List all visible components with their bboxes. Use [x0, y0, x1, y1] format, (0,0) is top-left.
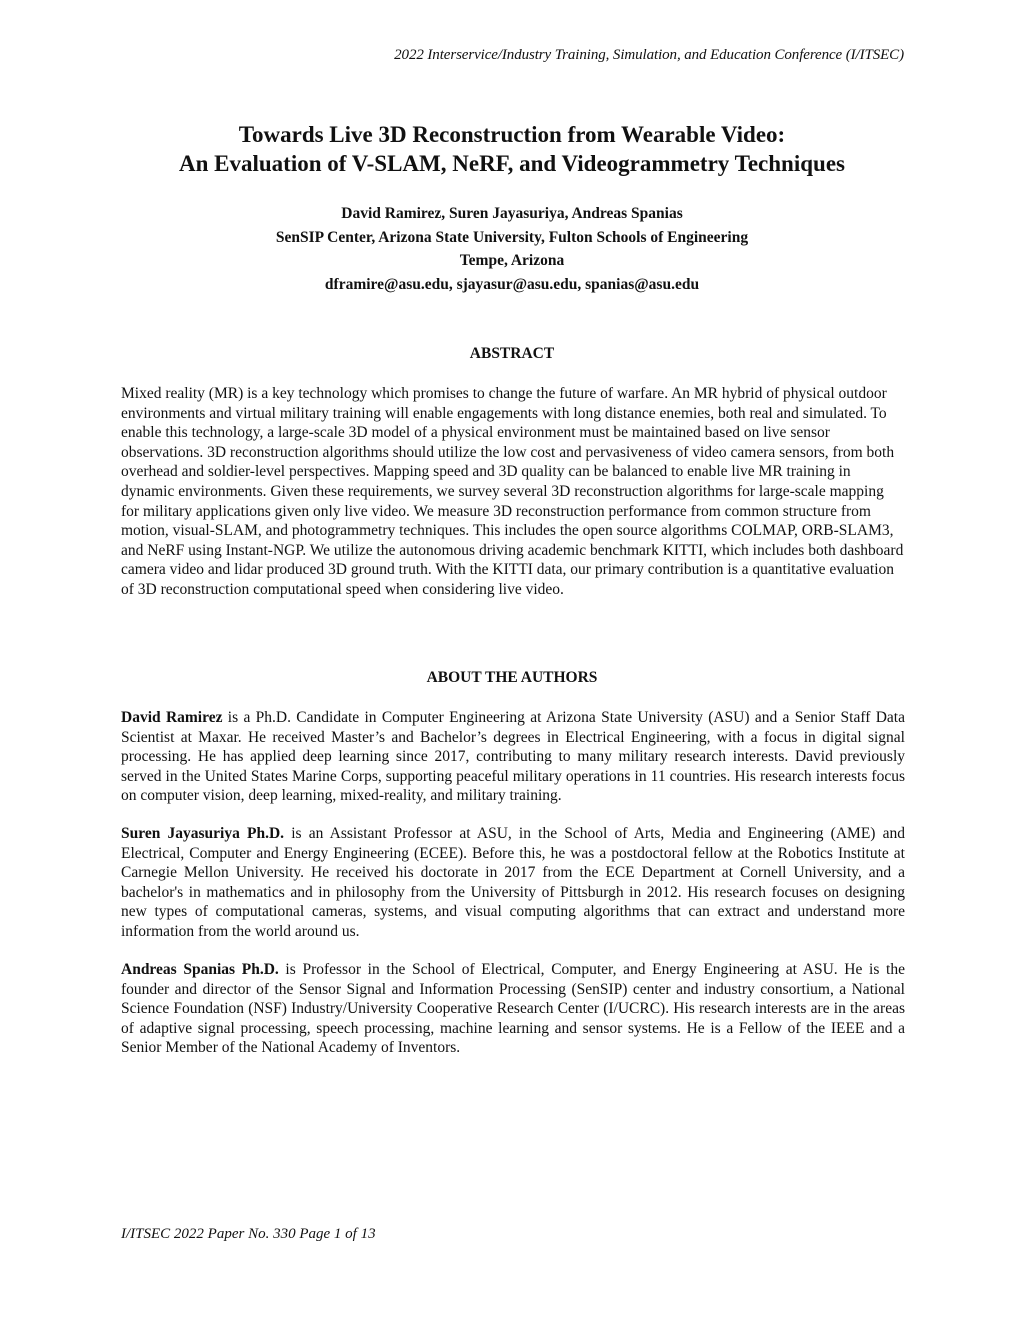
- author-names: David Ramirez, Suren Jayasuriya, Andreas Spanias: [341, 205, 683, 222]
- author-affiliation: SenSIP Center, Arizona State University, Fulton Schools of Engineering: [275, 228, 749, 246]
- bio-text: is Professor in the School of Electrical, Computer, and Energy Engineering at ASU. He is the founder and director of the Sensor Signal and Information Processing (SenSIP) center and industry consortium, a National Science Foundation (NSF) Industry/University Cooperative Research Center (I/UCRC). His research interests are in the areas of adaptive signal processing, speech processing, machine learning and sensor systems. He is a Fellow of the IEEE and a Senior Member of the National Academy of Inventors.: [121, 961, 905, 1057]
- bio-text: is a Ph.D. Candidate in Computer Engineering at Arizona State University (ASU) and a Senior Staff Data Scientist at Maxar. He received Master’s and Bachelor’s degrees in Electrical Engineering, with a focus in digital signal processing. He has applied deep learning since 2017, contributing to many military research interests. David previously served in the United States Marine Corps, supporting peaceful military operations in 11 countries. His research interests focus on computer vision, deep learning, mixed-reality, and military training.: [121, 709, 905, 805]
- title-line-2: An Evaluation of V-SLAM, NeRF, and Videogrammetry Techniques: [178, 151, 845, 176]
- author-location: Tempe, Arizona: [459, 252, 565, 269]
- abstract-text: Mixed reality (MR) is a key technology which promises to change the future of warfare. An MR hybrid of physical outdoor environments and virtual military training will enable engagements with long distance enemies, both real and simulated. To enable this technology, a large-scale 3D model of a physical environment must be maintained based on live sensor observations. 3D reconstruction algorithms should utilize the low cost and pervasiveness of video camera sensors, from both overhead and soldier-level perspectives. Mapping speed and 3D quality can be balanced to enable live MR training in dynamic environments. Given these requirements, we survey several 3D reconstruction algorithms for large-scale mapping for military applications given only live video. We measure 3D reconstruction performance from common structure from motion, visual-SLAM, and photogrammetry techniques. This includes the open source algorithms COLMAP, ORB-SLAM3, and NeRF using Instant-NGP. We utilize the autonomous driving academic benchmark KITTI, which includes both dashboard camera video and lidar produced 3D ground truth. With the KITTI data, our primary contribution is a quantitative evaluation of 3D reconstruction computational speed when considering live video.: [121, 385, 904, 598]
- about-authors-heading: ABOUT THE AUTHORS: [426, 669, 598, 686]
- bio-name: Suren Jayasuriya Ph.D.: [121, 825, 285, 842]
- author-bio-jayasuriya: [121, 824, 905, 942]
- author-block: [100, 202, 924, 296]
- abstract-heading: ABSTRACT: [469, 345, 555, 362]
- running-header: 2022 Interservice/Industry Training, Simulation, and Education Conference (I/ITSEC): [394, 47, 904, 63]
- page-footer: I/ITSEC 2022 Paper No. 330 Page 1 of 13: [121, 1226, 376, 1242]
- title-line-1: Towards Live 3D Reconstruction from Wearable Video:: [238, 122, 786, 147]
- author-bio-spanias: [121, 960, 905, 1058]
- bio-name: Andreas Spanias Ph.D.: [121, 961, 279, 978]
- bio-name: David Ramirez: [121, 709, 223, 726]
- bio-text: is an Assistant Professor at ASU, in the School of Arts, Media and Engineering (AME) and Electrical, Computer and Energy Engineering (ECEE). Before this, he was a postdoctoral fellow at the Robotics Institute at Carnegie Mellon University. He received his doctorate in 2017 from the ECE Department at Cornell University, and a bachelor's in mathematics and in philosophy from the University of Pittsburgh in 2012. His research focuses on designing new types of computational cameras, systems, and visual computing algorithms that can extract and understand more information from the world around us.: [121, 825, 905, 940]
- paper-title: [100, 120, 924, 178]
- author-bio-ramirez: [121, 708, 905, 806]
- author-emails: dframire@asu.edu, sjayasur@asu.edu, spanias@asu.edu: [324, 275, 700, 293]
